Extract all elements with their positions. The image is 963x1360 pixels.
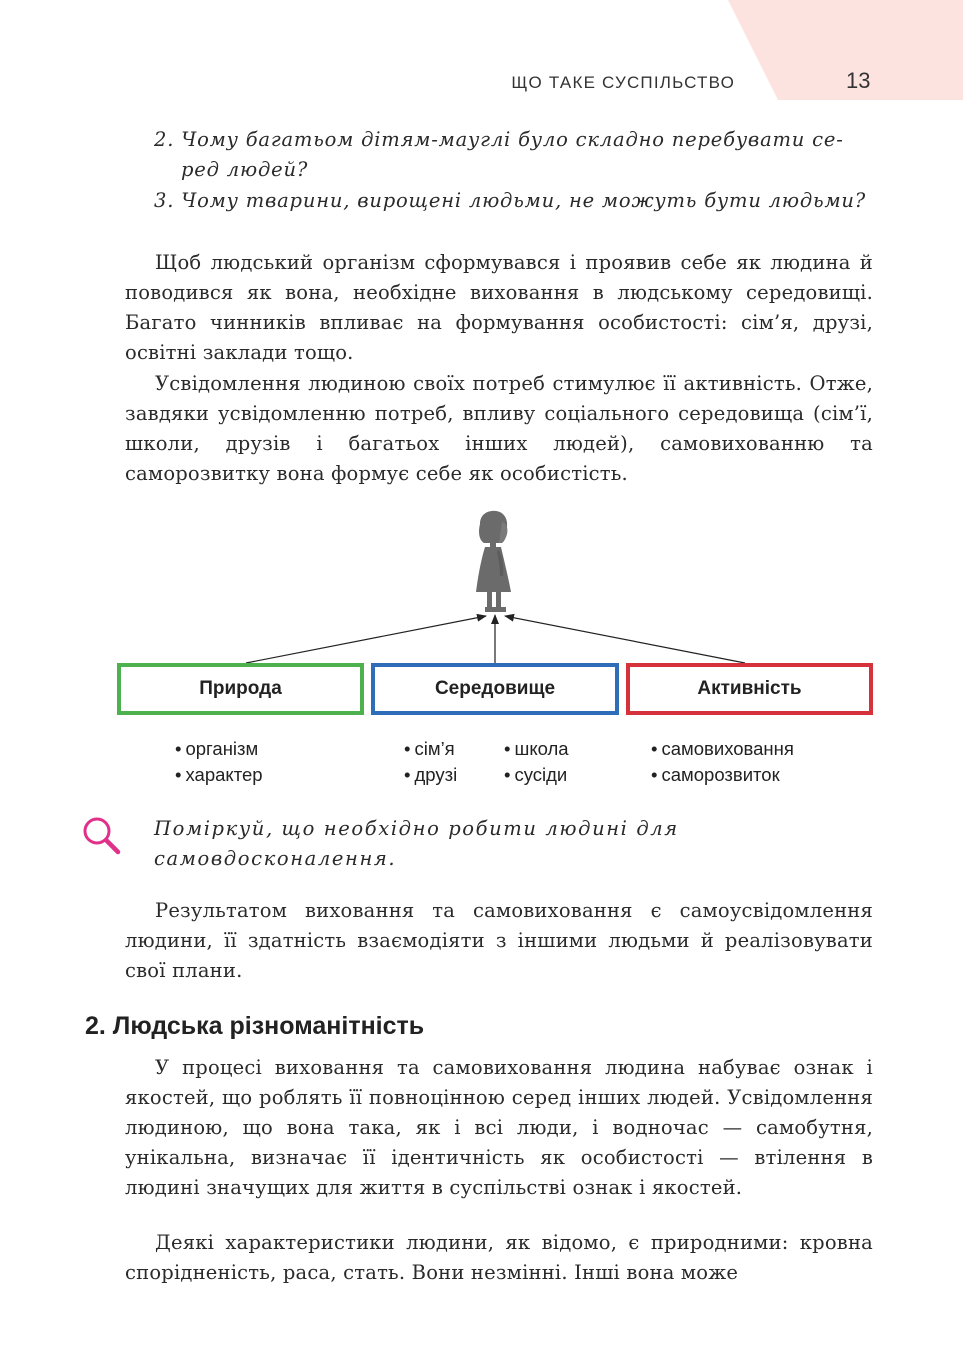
nature-item-character: • характер	[175, 761, 263, 788]
box-environment: Середовище	[371, 663, 619, 715]
environment-item-school: • школа	[504, 735, 569, 762]
page-number: 13	[846, 68, 871, 93]
question-2-line-1: 2. Чому багатьом дітям-мауглі було складно перебувати се-	[154, 128, 844, 151]
activity-item-self-development: • саморозвиток	[651, 761, 780, 788]
arrow-from-nature	[246, 616, 486, 663]
nature-item-organism: • організм	[175, 735, 258, 762]
think-prompt: Поміркуй, що необхідно робити людині для самовдосконалення.	[154, 817, 679, 870]
environment-item-family: • сім’я	[404, 735, 455, 762]
paragraph-5-text: Деякі характеристики людини, як відомо, є природними: кровна спорідненість, раса, стать. Вони незмінні. Інші вона може	[125, 1231, 873, 1284]
paragraph-1-text: Щоб людський організм сформувався і проявив себе як людина й поводився як вона, необхідне виховання в людському середовищі. Багато чинників впливає на формування особистості: сім’я, друзі, освітні заклади тощо.	[125, 251, 873, 364]
activity-item-self-education: • самовиховання	[651, 735, 794, 762]
question-3: 3. Чому тварини, вирощені людьми, не можуть бути людьми?	[154, 189, 867, 212]
running-header-title: ЩО ТАКЕ СУСПІЛЬСТВО	[511, 73, 735, 92]
magnifier-icon	[80, 815, 124, 859]
paragraph-3	[125, 896, 873, 986]
paragraph-3-text: Результатом виховання та самовиховання є самоусвідомлення людини, її здатність взаємодіяти з іншими людьми й реалізовувати свої плани.	[125, 899, 873, 982]
environment-item-friends: • друзі	[404, 761, 457, 788]
paragraph-4	[125, 1053, 873, 1203]
paragraph-5	[125, 1228, 873, 1288]
environment-item-neighbors: • сусіди	[504, 761, 567, 788]
question-2-line-2: ред людей?	[181, 158, 309, 181]
arrow-from-activity	[505, 616, 745, 663]
paragraph-4-text: У процесі виховання та самовиховання людина набуває ознак і якостей, що роблять її повноцінною серед інших людей. Усвідомлення людиною, що вона така, як і всі люди, і водночас — самобутня, унікальна, визначає її ідентичність як особистості — втілення в людині значущих для життя в суспільстві ознак і якостей.	[125, 1056, 873, 1199]
section-heading: 2. Людська різноманітність	[85, 1012, 425, 1040]
box-nature: Природа	[117, 663, 364, 715]
paragraph-2-text: Усвідомлення людиною своїх потреб стимулює її активність. Отже, завдяки усвідомленню потреб, впливу соціального середовища (сім’ї, школи, друзів і багатьох інших людей), самовихованню та саморозвитку вона формує себе як особистість.	[125, 372, 873, 485]
box-activity: Активність	[626, 663, 873, 715]
